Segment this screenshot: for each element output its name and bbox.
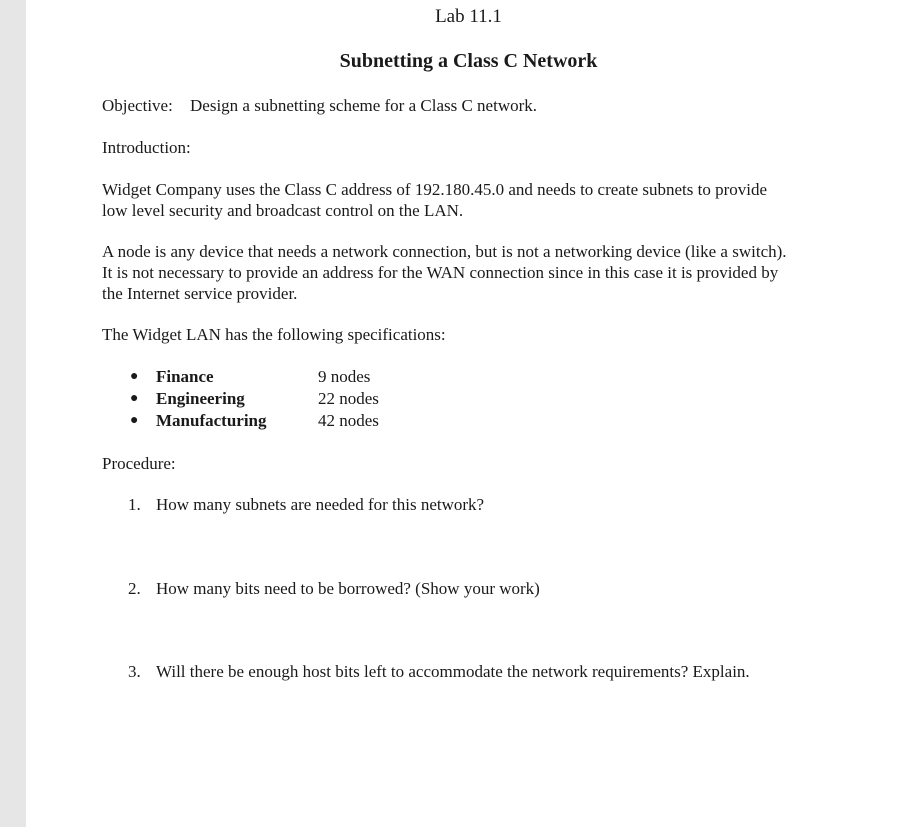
intro-p1-line-1: Widget Company uses the Class C address of 192.180.45.0 and needs to create subnets to provide xyxy=(102,180,768,199)
bullet-icon: ● xyxy=(130,369,139,384)
question-number: 1. xyxy=(128,495,141,514)
intro-p2-line-2: It is not necessary to provide an address for the WAN connection since in this case it is provided by xyxy=(102,263,779,282)
intro-paragraph-1 xyxy=(102,179,862,221)
department-name: Finance xyxy=(156,367,214,386)
introduction-heading: Introduction: xyxy=(102,138,191,157)
bullet-icon: ● xyxy=(130,413,139,428)
node-count: 42 nodes xyxy=(318,411,379,430)
procedure-heading: Procedure: xyxy=(102,454,176,473)
lab-number: Lab 11.1 xyxy=(435,6,502,27)
objective-line xyxy=(102,95,862,116)
question-text: Will there be enough host bits left to accommodate the network requirements? Explain. xyxy=(156,662,750,681)
department-name: Manufacturing xyxy=(156,411,267,430)
page-title: Subnetting a Class C Network xyxy=(339,50,598,72)
objective-text: Design a subnetting scheme for a Class C network. xyxy=(190,96,538,115)
spec-intro: The Widget LAN has the following specifications: xyxy=(102,325,446,344)
question-number: 3. xyxy=(128,662,141,681)
bullet-icon: ● xyxy=(130,391,139,406)
intro-p2-line-3: the Internet service provider. xyxy=(102,284,298,303)
intro-p1-line-2: low level security and broadcast control on the LAN. xyxy=(102,201,464,220)
node-count: 9 nodes xyxy=(318,367,371,386)
document-page xyxy=(26,0,911,827)
department-name: Engineering xyxy=(156,389,245,408)
question-text: How many subnets are needed for this network? xyxy=(156,495,485,514)
node-count: 22 nodes xyxy=(318,389,379,408)
intro-p2-line-1: A node is any device that needs a network connection, but is not a networking device (like a switch). xyxy=(102,242,787,261)
question-number: 2. xyxy=(128,579,141,598)
intro-paragraph-2 xyxy=(102,241,862,304)
question-text: How many bits need to be borrowed? (Show your work) xyxy=(156,579,540,598)
objective-label: Objective: xyxy=(102,96,173,115)
